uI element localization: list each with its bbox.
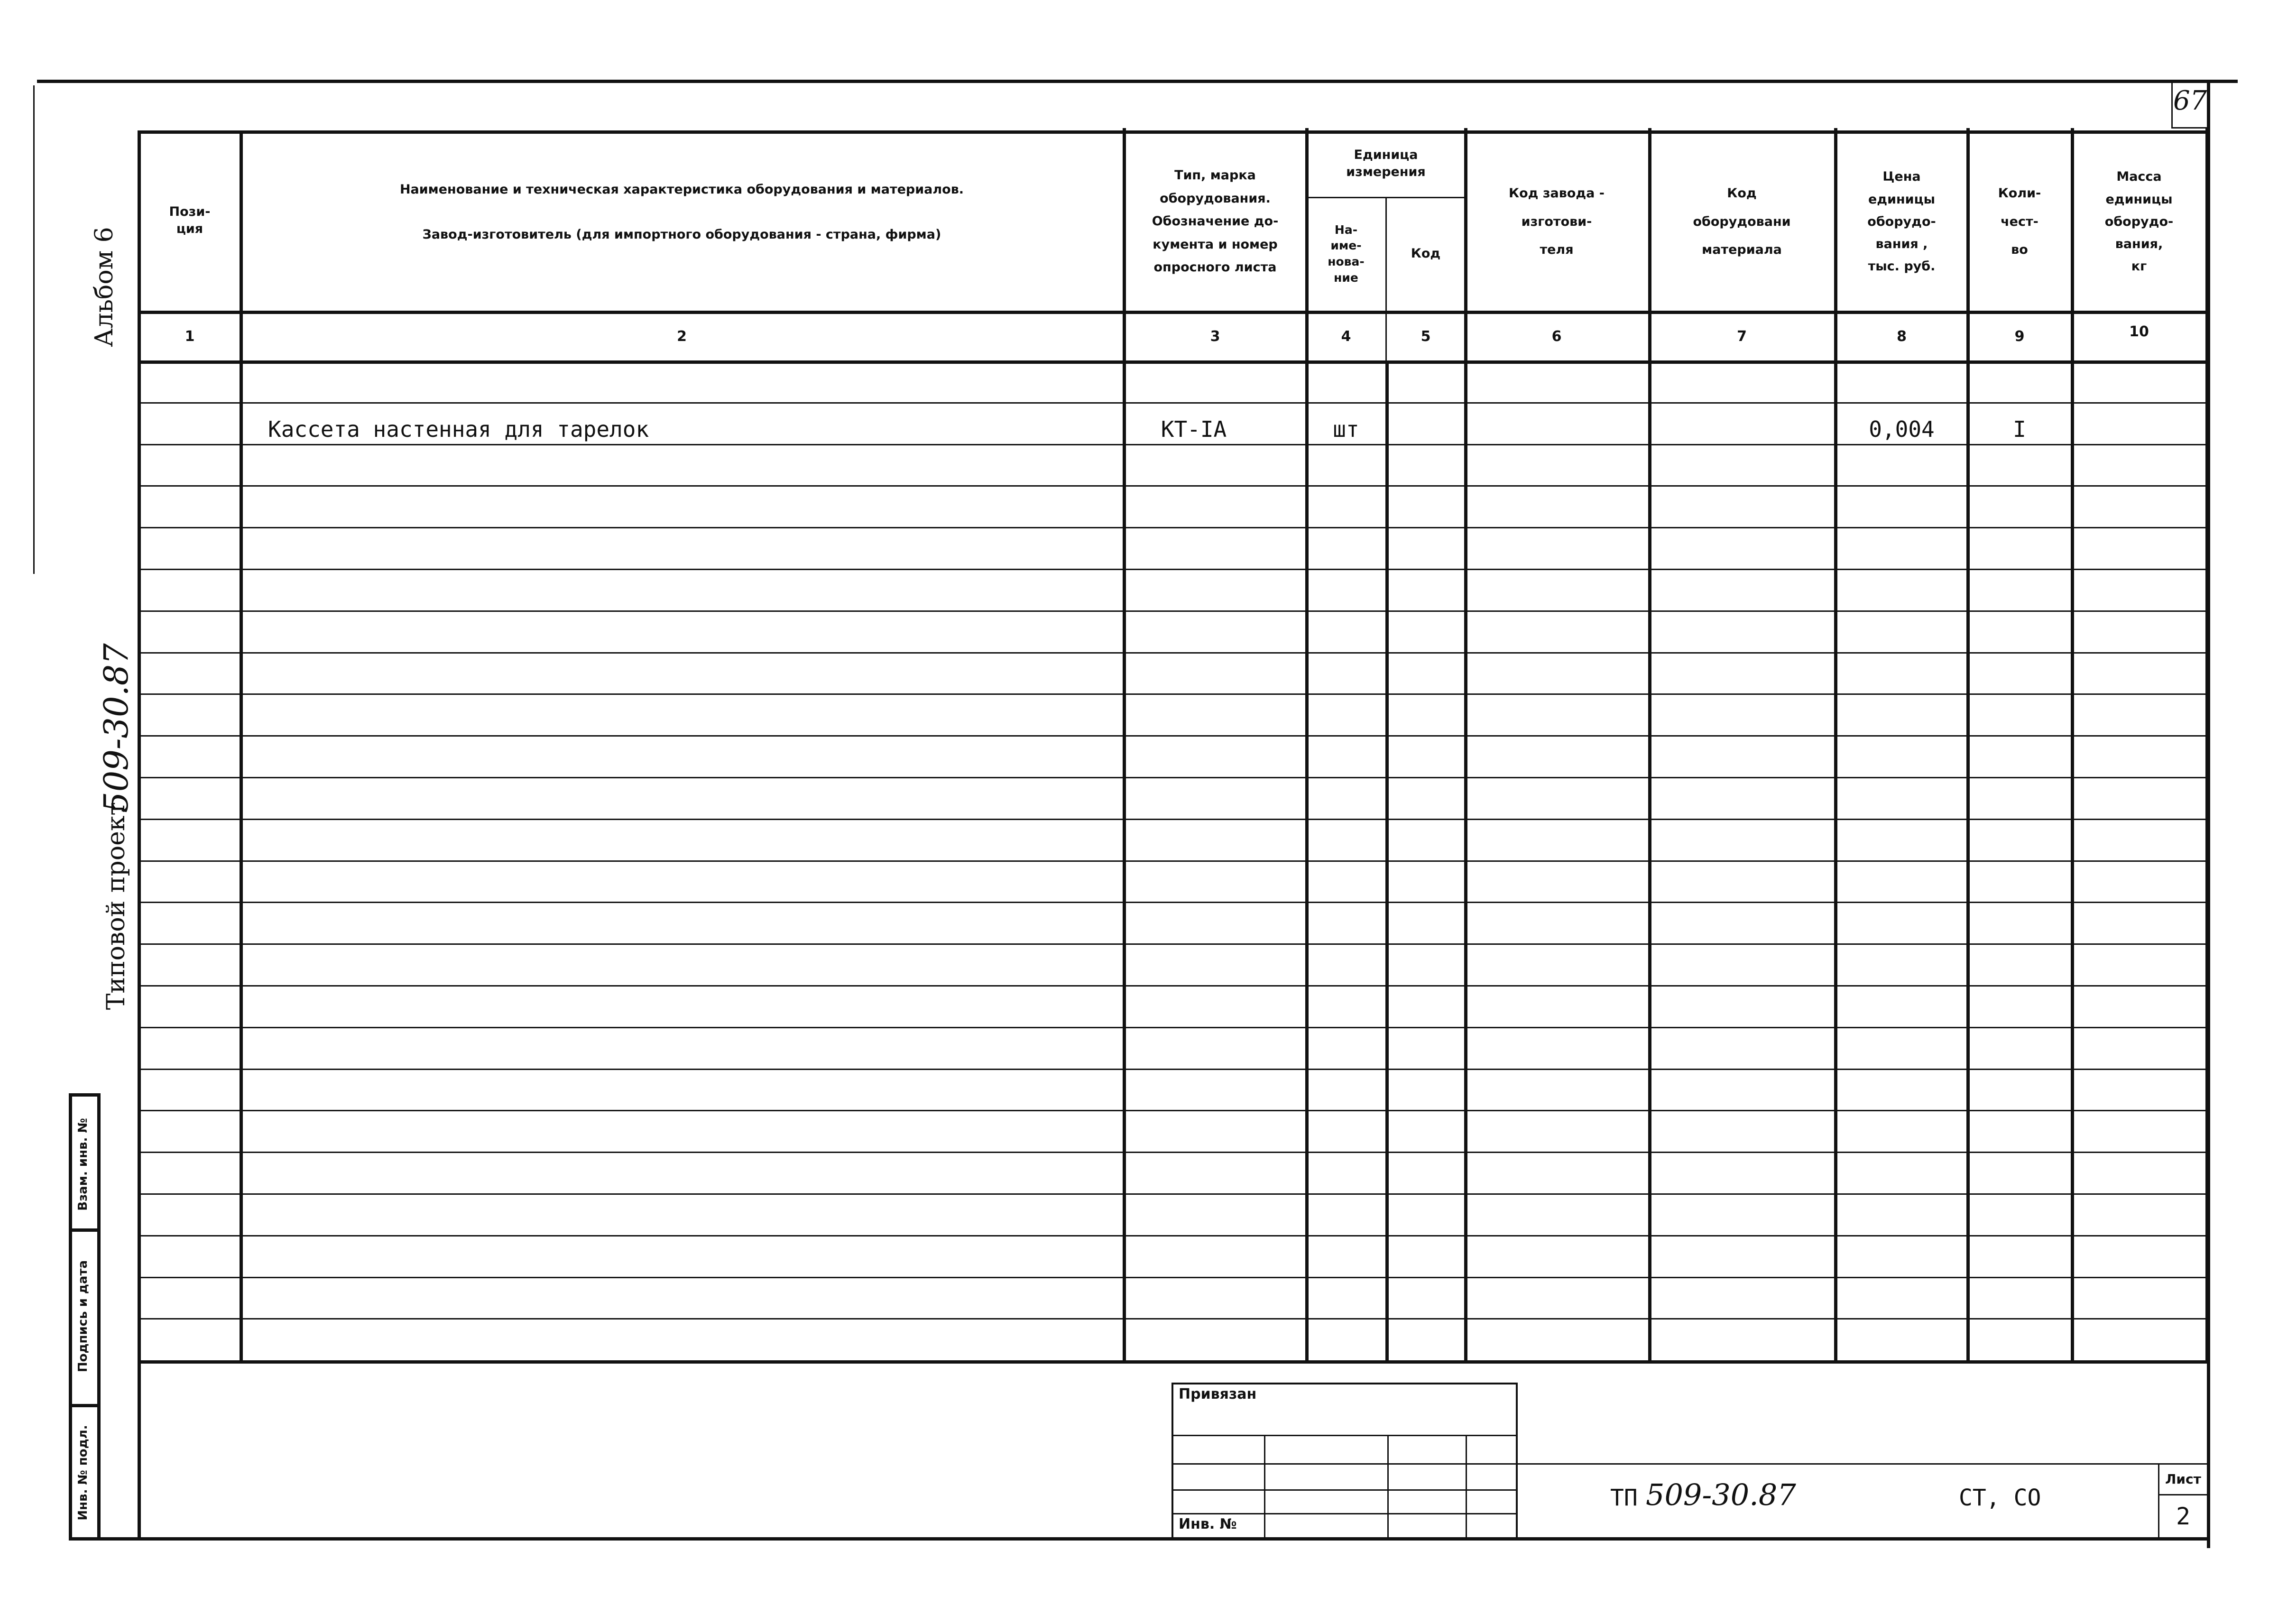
header-type: Тип, марка оборудования. Обозначение до- кумента и номер опросного листа	[1152, 168, 1279, 275]
page-number-box-bottom	[2171, 127, 2208, 129]
colnum-3: 3	[1210, 328, 1220, 345]
colnum-bottom-line	[138, 360, 2208, 364]
row-rule	[138, 402, 2208, 404]
inv-no-label: Инв. №	[1179, 1516, 1237, 1532]
row-rule	[138, 985, 2208, 987]
row-qty: I	[2013, 416, 2026, 442]
docblock-top-line	[1518, 1463, 2208, 1465]
stamp-vzam-label: Взам. инв. №	[76, 1118, 90, 1211]
doc-sections: СТ, СО	[1959, 1485, 2041, 1511]
doc-number: 509-30.87	[1646, 1477, 1796, 1512]
header-unit-code: Код	[1411, 246, 1441, 261]
header-pos: Пози- ция	[169, 204, 211, 236]
album-label: Альбом 6	[90, 227, 119, 347]
row-rule	[138, 902, 2208, 903]
row-rule	[138, 1069, 2208, 1070]
header-price: Цена единицы оборудо- вания , тыс. руб.	[1867, 169, 1936, 274]
row-rule	[138, 1235, 2208, 1236]
stamp-top-line	[69, 1093, 99, 1097]
row-rule	[138, 1318, 2208, 1320]
row-name: Кассета настенная для тарелок	[268, 416, 649, 442]
privyazan-col-1	[1264, 1435, 1265, 1539]
titleblock-top-line	[2073, 1360, 2208, 1364]
colnum-2: 2	[677, 328, 687, 345]
row-rule	[138, 693, 2208, 695]
header-equip-code: Код оборудовани материала	[1693, 186, 1791, 258]
row-rule	[138, 652, 2208, 654]
stamp-bottom-line	[69, 1537, 2208, 1541]
project-label: Типовой проект	[102, 802, 130, 1010]
privyazan-label: Привязан	[1179, 1386, 1257, 1403]
header-bottom-line	[138, 311, 2208, 314]
header-unit-name: На- име- нова- ние	[1328, 222, 1365, 285]
colnum-1: 1	[184, 328, 195, 345]
colnum-4: 4	[1341, 328, 1351, 345]
privyazan-col-3	[1466, 1435, 1467, 1539]
row-rule	[138, 819, 2208, 820]
row-rule	[138, 485, 2208, 487]
header-name-line1: Наименование и техническая характеристика оборудования и материалов.	[399, 182, 964, 197]
row-unit: шт	[1333, 416, 1359, 442]
colnum-6: 6	[1551, 328, 1562, 345]
header-qty: Коли- чест- во	[1998, 186, 2041, 258]
row-rule	[138, 943, 2208, 945]
stamp-inv-podl-label: Инв. № подл.	[76, 1425, 90, 1521]
row-rule	[138, 527, 2208, 528]
header-top-line	[138, 130, 2208, 134]
sheet-number: 2	[2176, 1502, 2191, 1530]
row-rule	[138, 1152, 2208, 1153]
row-rule	[138, 1027, 2208, 1028]
table-bottom-line	[138, 1360, 2208, 1364]
page-number: 67	[2173, 85, 2207, 116]
sheet-box-mid	[2158, 1494, 2208, 1495]
row-rule	[138, 860, 2208, 862]
header-name-line2: Завод-изготовитель (для импортного оборудования - страна, фирма)	[422, 227, 941, 242]
row-price: 0,004	[1869, 416, 1935, 442]
row-rule	[138, 735, 2208, 737]
privyazan-col-2	[1387, 1435, 1389, 1539]
colnum-5: 5	[1420, 328, 1431, 345]
doc-prefix: ТП	[1610, 1485, 1638, 1511]
row-rule	[138, 610, 2208, 612]
row-rule	[138, 1277, 2208, 1278]
colnum-9: 9	[2014, 328, 2025, 345]
frame-left-margin-line	[33, 85, 35, 574]
frame-top-line	[37, 80, 2238, 83]
row-rule	[138, 569, 2208, 570]
colnum-7: 7	[1737, 328, 1747, 345]
header-factory-code: Код завода - изготови- теля	[1509, 186, 1605, 258]
row-rule	[138, 777, 2208, 778]
table-left-line	[138, 130, 141, 1539]
stamp-podpis-label: Подпись и дата	[76, 1260, 90, 1373]
page-number-box-left	[2171, 80, 2173, 127]
sheet-label: Лист	[2165, 1471, 2201, 1487]
colnum-10: 10	[2129, 323, 2149, 340]
row-rule	[138, 1110, 2208, 1111]
stamp-mid-line	[97, 1093, 101, 1539]
project-number-label: 509-30.87	[97, 643, 136, 813]
header-unit-group: Единица измерения	[1346, 147, 1426, 179]
unit-group-line	[1305, 197, 1464, 198]
header-mass: Масса единицы оборудо- вания, кг	[2104, 169, 2174, 274]
row-type: КТ-IА	[1161, 416, 1227, 442]
row-rule	[138, 1193, 2208, 1195]
colnum-8: 8	[1897, 328, 1907, 345]
col-line-1	[240, 130, 243, 1361]
